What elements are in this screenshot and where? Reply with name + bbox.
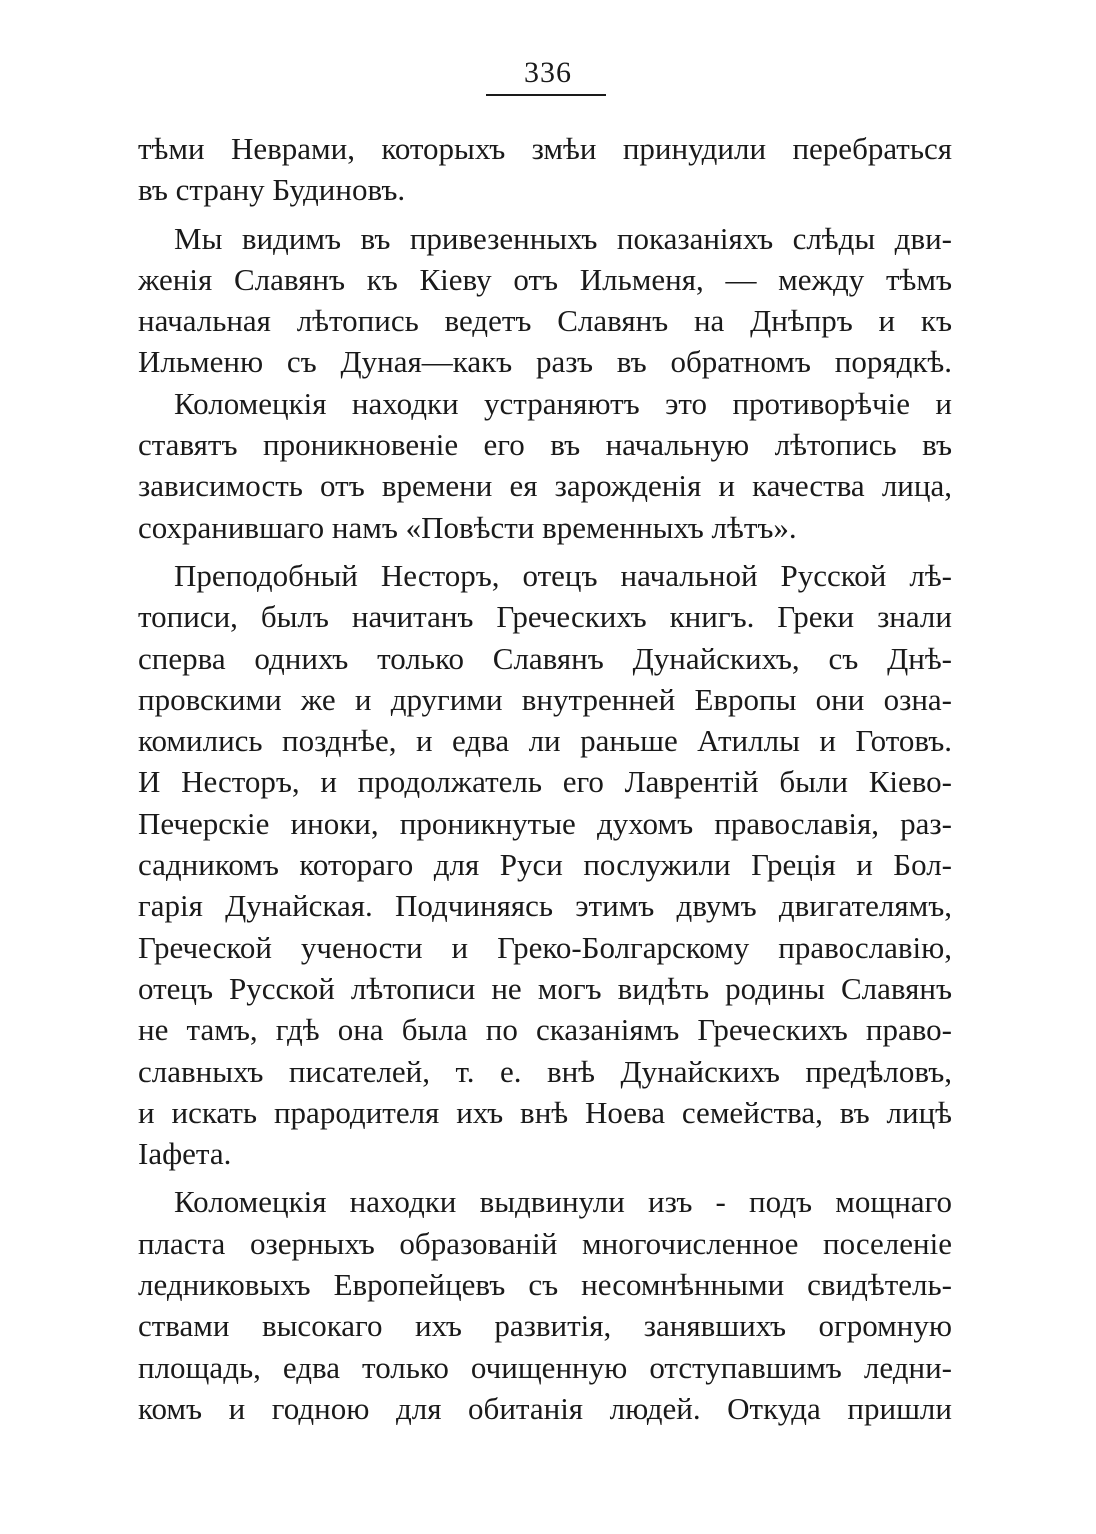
text-line: ледниковыхъ Европейцевъ съ несомнѣнными свидѣтель- xyxy=(138,1267,952,1303)
text-line: Коломецкія находки выдвинули изъ - подъ мощнаго xyxy=(174,1184,952,1220)
text-line: зависимость отъ времени ея зарожденія и качества лица, xyxy=(138,468,952,504)
text-line: ставятъ проникновеніе его въ начальную лѣтопись въ xyxy=(138,427,952,463)
page-number-rule xyxy=(486,94,606,96)
text-line: комъ и годною для обитанія людей. Откуда пришли xyxy=(138,1390,952,1426)
text-line: женія Славянъ къ Кіеву отъ Ильменя, — между тѣмъ xyxy=(138,261,952,297)
text-line: въ страну Будиновъ. xyxy=(138,172,406,208)
text-line: Ильменю съ Дуная—какъ разъ въ обратномъ порядкѣ. xyxy=(138,344,952,380)
text-line: славныхъ писателей, т. е. внѣ Дунайскихъ предѣловъ, xyxy=(138,1053,952,1089)
text-line: Преподобный Несторъ, отецъ начальной Русской лѣ- xyxy=(174,557,952,593)
text-line: Коломецкія находки устраняютъ это противорѣчіе и xyxy=(174,385,952,421)
text-line: сперва однихъ только Славянъ Дунайскихъ, съ Днѣ- xyxy=(138,640,952,676)
text-line: тѣми Неврами, которыхъ змѣи принудили перебраться xyxy=(138,131,952,166)
text-line: площадь, едва только очищенную отступавшимъ ледни- xyxy=(138,1349,952,1385)
text-line: сохранившаго намъ «Повѣсти временныхъ лѣтъ». xyxy=(138,509,797,545)
text-line: Іафета. xyxy=(138,1136,232,1172)
text-line: Мы видимъ въ привезенныхъ показаніяхъ слѣды дви- xyxy=(174,220,952,256)
text-line: отецъ Русской лѣтописи не могъ видѣть родины Славянъ xyxy=(138,970,952,1006)
text-line: пласта озерныхъ образованій многочисленное поселеніе xyxy=(138,1225,952,1261)
text-line: садникомъ котораго для Руси послужили Греція и Бол- xyxy=(138,847,952,883)
text-line: И Несторъ, и продолжатель его Лаврентій были Кіево- xyxy=(138,764,952,800)
page-number: 336 xyxy=(524,56,572,89)
text-line: тописи, былъ начитанъ Греческихъ книгъ. Греки знали xyxy=(138,599,952,635)
text-line: ствами высокаго ихъ развитія, занявшихъ огромную xyxy=(138,1308,952,1344)
text-line: комились позднѣе, и едва ли раньше Атиллы и Готовъ. xyxy=(138,723,952,759)
text-line: Греческой учености и Греко-Болгарскому православію, xyxy=(138,929,952,965)
text-line: начальная лѣтопись ведетъ Славянъ на Днѣпръ и къ xyxy=(138,303,952,339)
text-line: гарія Дунайская. Подчиняясь этимъ двумъ двигателямъ, xyxy=(138,888,952,924)
text-line: Печерскіе иноки, проникнутые духомъ православія, раз- xyxy=(138,805,952,841)
text-line: провскими же и другими внутренней Европы они озна- xyxy=(138,681,952,717)
text-line: и искать прародителя ихъ внѣ Ноева семейства, въ лицѣ xyxy=(138,1094,952,1130)
text-line: не тамъ, гдѣ она была по сказаніямъ Греческихъ право- xyxy=(138,1012,952,1048)
body-text xyxy=(138,128,952,1429)
